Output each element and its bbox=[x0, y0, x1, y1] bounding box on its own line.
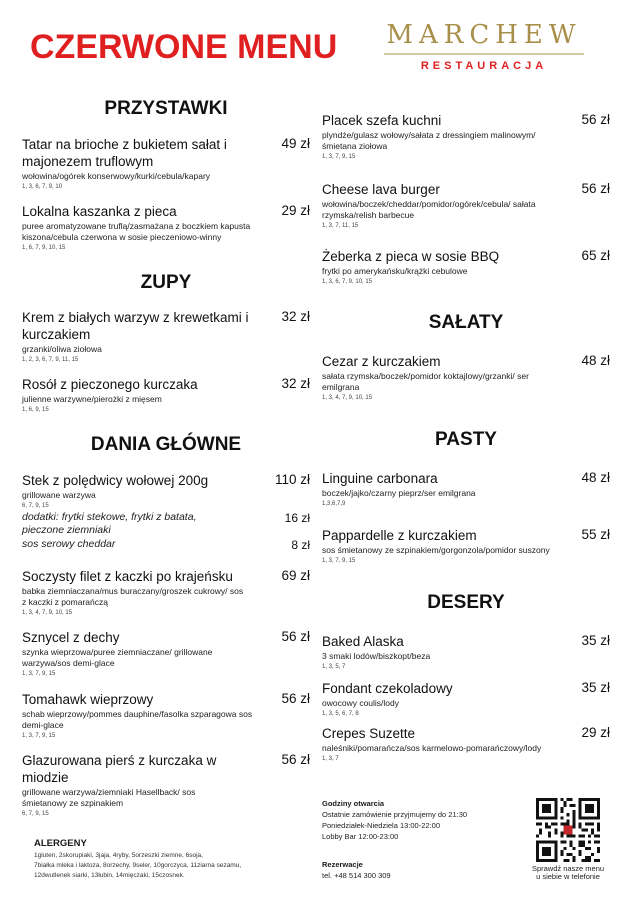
addon-sauce bbox=[22, 538, 310, 551]
item-price: 35 zł bbox=[581, 680, 610, 695]
hours-line: Poniedziałek-Niedziela 13:00-22:00 bbox=[322, 821, 440, 830]
item-name: Lokalna kaszanka z pieca bbox=[22, 204, 177, 219]
allergens-title: ALERGENY bbox=[34, 838, 87, 849]
item-price: 32 zł bbox=[281, 376, 310, 391]
item-price: 48 zł bbox=[581, 470, 610, 485]
item-name: Baked Alaska bbox=[322, 634, 404, 649]
item-allergens: 1, 6, 9, 15 bbox=[22, 407, 49, 413]
item-description: naleśniki/pomarańcza/sos karmelowo-pomarańczowy/lody bbox=[322, 743, 542, 753]
item-description: puree aromatyzowane truflą/zasmażana z boczkiem kapusta kiszona/cebula czerwona w sosie pieczeniowo-winny bbox=[22, 221, 251, 242]
item-description: grillowane warzywa bbox=[22, 490, 96, 500]
menu-item bbox=[322, 248, 610, 287]
item-name: Stek z polędwicy wołowej 200g bbox=[22, 473, 209, 488]
allergens-legend bbox=[34, 838, 304, 881]
addon-text: dodatki: frytki stekowe, frytki z batata, pieczone ziemniaki bbox=[22, 511, 197, 536]
section-title-zupy: ZUPY bbox=[140, 272, 192, 293]
item-price: 56 zł bbox=[281, 752, 310, 767]
item-allergens: 1, 3, 6, 7, 9, 10, 15 bbox=[322, 279, 373, 285]
item-allergens: 1, 3, 5, 6, 7, 8 bbox=[322, 711, 359, 717]
menu-item bbox=[22, 203, 310, 253]
item-description: sałata rzymska/boczek/pomidor koktajlowy/grzanki/ ser emilgrana bbox=[322, 371, 529, 392]
menu-item bbox=[22, 472, 310, 511]
menu-item bbox=[22, 752, 310, 819]
item-name: Cezar z kurczakiem bbox=[322, 354, 441, 369]
section-title-desery: DESERY bbox=[427, 592, 505, 613]
section-title-salaty: SAŁATY bbox=[428, 312, 504, 333]
opening-hours bbox=[322, 798, 522, 842]
addon-price: 8 zł bbox=[291, 538, 310, 552]
item-description: schab wieprzowy/pommes dauphine/fasolka szparagowa sos demi-glace bbox=[22, 709, 253, 730]
menu-item bbox=[22, 136, 310, 192]
brand-divider bbox=[384, 52, 584, 56]
item-description: frytki po amerykańsku/krążki cebulowe bbox=[322, 266, 468, 276]
item-price: 56 zł bbox=[581, 181, 610, 196]
qr-caption bbox=[516, 865, 620, 881]
addon-price: 16 zł bbox=[284, 511, 310, 525]
item-allergens: 1, 3, 7 bbox=[322, 756, 339, 762]
restaurant-logo bbox=[376, 20, 592, 72]
item-name: Glazurowana pierś z kurczaka w miodzie bbox=[22, 753, 217, 785]
item-name: Rosół z pieczonego kurczaka bbox=[22, 377, 198, 392]
item-name: Pappardelle z kurczakiem bbox=[322, 528, 477, 543]
item-price: 35 zł bbox=[581, 633, 610, 648]
menu-item bbox=[322, 680, 610, 719]
item-name: Krem z białych warzyw z krewetkami i kurczakiem bbox=[22, 310, 249, 342]
allergens-line: 12dwutlenek siarki, 13łubin, 14mięczaki, 15czosnek. bbox=[34, 872, 185, 879]
item-name: Linguine carbonara bbox=[322, 471, 438, 486]
item-allergens: 1, 3, 7, 9, 15 bbox=[22, 671, 56, 677]
item-description: boczek/jajko/czarny pieprz/ser emilgrana bbox=[322, 488, 476, 498]
reservation-title: Rezerwacje bbox=[322, 860, 363, 869]
item-price: 56 zł bbox=[281, 629, 310, 644]
hours-title: Godziny otwarcia bbox=[322, 799, 385, 808]
item-allergens: 1,3,6,7,9 bbox=[322, 501, 346, 507]
menu-item bbox=[322, 527, 610, 566]
item-price: 65 zł bbox=[581, 248, 610, 263]
item-price: 29 zł bbox=[581, 725, 610, 740]
menu-title: CZERWONE MENU bbox=[30, 28, 338, 66]
addon-text: sos serowy cheddar bbox=[22, 538, 116, 550]
item-description: szynka wieprzowa/puree ziemniaczane/ grillowane warzywa/sos demi-glace bbox=[22, 647, 213, 668]
allergens-line: 7białka mleka i laktoza, 8orzechy, 9seler, 10gorczyca, 11ziarna sezamu, bbox=[34, 862, 242, 869]
hours-line: Lobby Bar 12:00-23:00 bbox=[322, 832, 399, 841]
item-name: Żeberka z pieca w sosie BBQ bbox=[322, 249, 500, 264]
item-allergens: 1, 3, 5, 7 bbox=[322, 664, 346, 670]
menu-item bbox=[22, 568, 310, 618]
menu-item bbox=[322, 470, 610, 509]
item-allergens: 1, 3, 7, 11, 15 bbox=[322, 223, 359, 229]
item-price: 55 zł bbox=[581, 527, 610, 542]
item-price: 48 zł bbox=[581, 353, 610, 368]
item-allergens: 6, 7, 9, 15 bbox=[22, 811, 49, 817]
qr-code-icon[interactable] bbox=[536, 798, 600, 862]
item-description: sos śmietanowy ze szpinakiem/gorgonzola/pomidor suszony bbox=[322, 545, 550, 555]
qr-caption-line: Sprawdź nasze menu bbox=[531, 864, 605, 873]
item-allergens: 1, 3, 6, 7, 9, 10 bbox=[22, 184, 63, 190]
item-name: Tatar na brioche z bukietem sałat i majonezem truflowym bbox=[22, 137, 227, 169]
section-title-dania-glowne: DANIA GŁÓWNE bbox=[90, 434, 242, 455]
hours-line: Ostatnie zamówienie przyjmujemy do 21:30 bbox=[322, 810, 468, 819]
item-price: 56 zł bbox=[281, 691, 310, 706]
item-name: Cheese lava burger bbox=[322, 182, 440, 197]
item-description: wołowina/boczek/cheddar/pomidor/ogórek/cebula/ sałata rzymska/relish barbecue bbox=[322, 199, 536, 220]
item-name: Tomahawk wieprzowy bbox=[22, 692, 154, 707]
item-description: grzanki/oliwa ziołowa bbox=[22, 344, 102, 354]
item-price: 110 zł bbox=[274, 472, 310, 487]
item-allergens: 1, 6, 7, 9, 10, 15 bbox=[22, 245, 66, 251]
menu-item bbox=[22, 629, 310, 679]
addon-sides bbox=[22, 511, 310, 537]
menu-item bbox=[322, 633, 610, 672]
menu-item bbox=[322, 353, 610, 403]
item-name: Soczysty filet z kaczki po krajeńsku bbox=[22, 569, 233, 584]
item-allergens: 1, 2, 3, 6, 7, 9, 11, 15 bbox=[22, 357, 79, 363]
item-name: Sznycel z dechy bbox=[22, 630, 120, 645]
item-price: 49 zł bbox=[281, 136, 310, 151]
item-description: wołowina/ogórek konserwowy/kurki/cebula/kapary bbox=[22, 171, 211, 181]
item-description: owocowy coulis/lody bbox=[322, 698, 400, 708]
item-price: 69 zł bbox=[281, 568, 310, 583]
item-allergens: 1, 3, 4, 7, 9, 10, 15 bbox=[22, 610, 73, 616]
section-title-pasty: PASTY bbox=[435, 429, 497, 450]
menu-item bbox=[22, 376, 310, 415]
item-description: grillowane warzywa/ziemniaki Hasellback/ sos śmietanowy ze szpinakiem bbox=[22, 787, 196, 808]
item-name: Crepes Suzette bbox=[322, 726, 416, 741]
item-allergens: 1, 3, 7, 9, 15 bbox=[322, 154, 356, 160]
item-allergens: 1, 3, 7, 9, 15 bbox=[22, 733, 56, 739]
item-name: Placek szefa kuchni bbox=[322, 113, 442, 128]
item-price: 32 zł bbox=[281, 309, 310, 324]
item-allergens: 1, 3, 7, 9, 15 bbox=[322, 558, 356, 564]
item-price: 29 zł bbox=[281, 203, 310, 218]
item-description: 3 smaki lodów/biszkopt/beza bbox=[322, 651, 431, 661]
reservation bbox=[322, 859, 522, 881]
qr-code[interactable] bbox=[536, 798, 600, 867]
allergens-line: 1gluten, 2skorupiaki, 3jaja, 4ryby, 5orzeszki ziemne, 6soja, bbox=[34, 852, 203, 859]
brand-subtitle: RESTAURACJA bbox=[420, 60, 548, 72]
item-allergens: 6, 7, 9, 15 bbox=[22, 503, 49, 509]
brand-name: MARCHEW bbox=[386, 20, 582, 50]
item-description: julienne warzywne/pierożki z mięsem bbox=[22, 394, 162, 404]
item-name: Fondant czekoladowy bbox=[322, 681, 453, 696]
menu-item bbox=[322, 112, 610, 162]
menu-item bbox=[22, 309, 310, 365]
section-title-przystawki: PRZYSTAWKI bbox=[104, 98, 228, 119]
item-allergens: 1, 3, 4, 7, 9, 10, 15 bbox=[322, 395, 373, 401]
menu-item bbox=[322, 181, 610, 231]
qr-caption-line: u siebie w telefonie bbox=[536, 872, 600, 881]
menu-item bbox=[322, 725, 610, 764]
item-description: babka ziemniaczana/mus buraczany/groszek cukrowy/ sos z kaczki z pomarańczą bbox=[22, 586, 244, 607]
item-price: 56 zł bbox=[581, 112, 610, 127]
item-description: plyndże/gulasz wołowy/sałata z dressingiem malinowym/ śmietana ziołowa bbox=[322, 130, 536, 151]
reservation-phone[interactable]: tel. +48 514 300 309 bbox=[322, 871, 391, 880]
menu-item bbox=[22, 691, 310, 741]
